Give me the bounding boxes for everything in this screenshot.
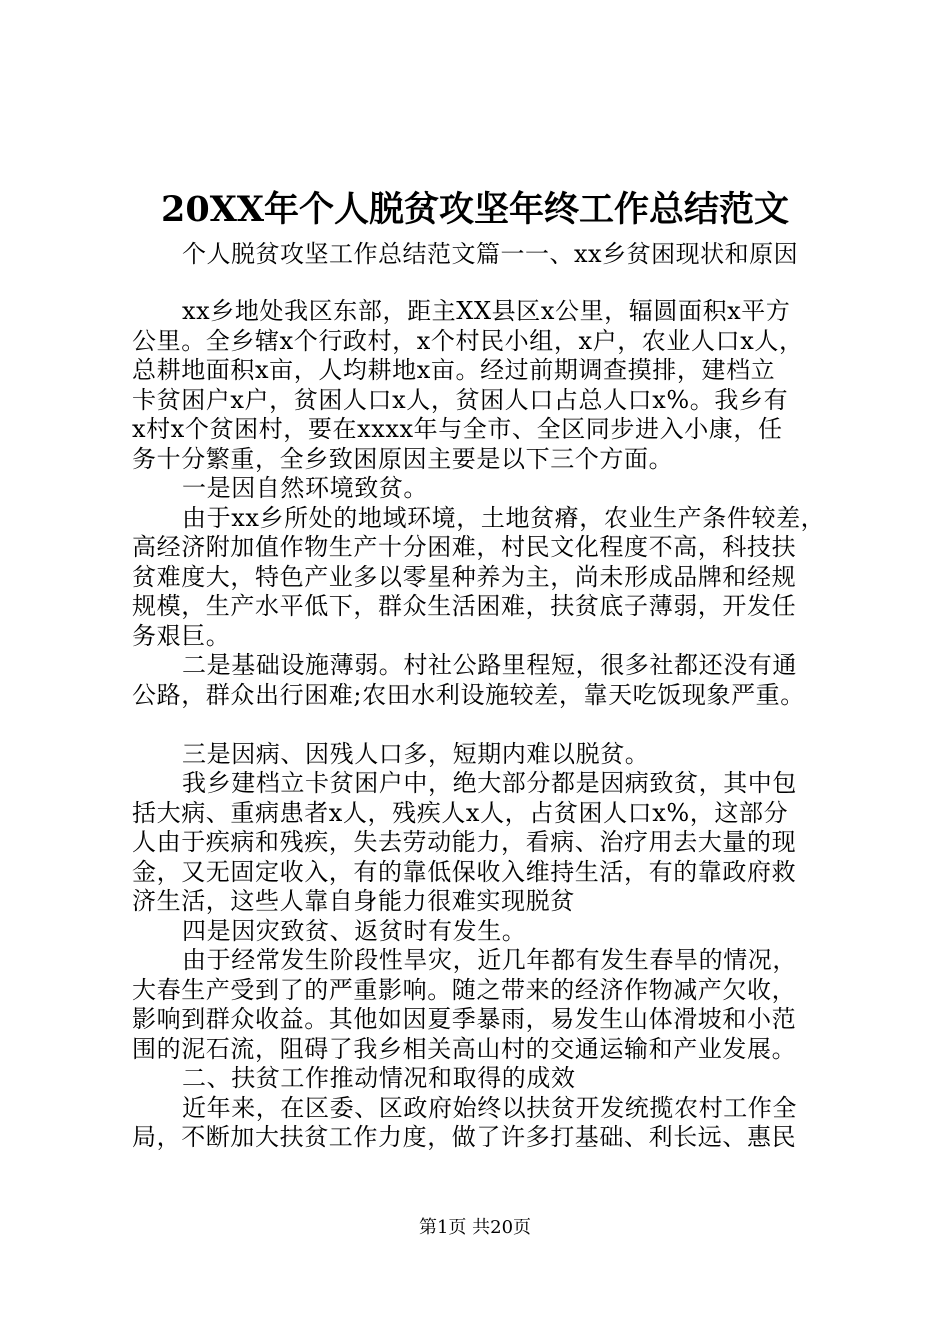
text-line: 总耕地面积x亩，人均耕地x亩。经过前期调查摸排，建档立 xyxy=(132,356,776,384)
document-title: 20XX年个人脱贫攻坚年终工作总结范文 xyxy=(160,189,790,230)
text-line: 二是基础设施薄弱。村社公路里程短，很多社都还没有通 xyxy=(182,651,797,679)
text-line: 影响到群众收益。其他如因夏季暴雨，易发生山体滑坡和小范 xyxy=(132,1005,797,1033)
text-line: 由于经常发生阶段性旱灾，近几年都有发生春旱的情况， xyxy=(182,946,797,974)
text-line: 卡贫困户x户，贫困人口x人，贫困人口占总人口x%。我乡有 xyxy=(132,385,789,414)
page-footer: 第1页 共20页 xyxy=(418,1217,532,1238)
text-line: 济生活，这些人靠自身能力很难实现脱贫 xyxy=(132,887,575,915)
text-line: 括大病、重病患者x人，残疾人x人，占贫困人口x%，这部分 xyxy=(132,798,789,827)
text-line: xx乡地处我区东部，距主XX县区x公里，辐圆面积x平方 xyxy=(182,297,791,325)
text-line: 公里。全乡辖x个行政村，x个村民小组，x户，农业人口x人， xyxy=(132,326,804,355)
text-line: 我乡建档立卡贫困户中，绝大部分都是因病致贫，其中包 xyxy=(182,769,797,797)
text-line: 务艰巨。 xyxy=(132,621,231,650)
text-line: 贫难度大，特色产业多以零星种养为主，尚未形成品牌和经规 xyxy=(132,562,797,591)
text-line: 务十分繁重，全乡致困原因主要是以下三个方面。 xyxy=(132,444,674,473)
text-line: 人由于疾病和残疾，失去劳动能力，看病、治疗用去大量的现 xyxy=(132,828,797,856)
text-line: 围的泥石流，阻碍了我乡相关高山村的交通运输和产业发展。 xyxy=(132,1034,797,1063)
text-line: 公路，群众出行困难;农田水利设施较差，靠天吃饭现象严重。 xyxy=(132,680,805,709)
text-line: 金，又无固定收入，有的靠低保收入维持生活，有的靠政府救 xyxy=(132,857,797,886)
text-line: 大春生产受到了的严重影响。随之带来的经济作物减产欠收， xyxy=(132,975,797,1004)
paragraph-gap xyxy=(132,710,832,740)
text-line: 由于xx乡所处的地域环境，土地贫瘠，农业生产条件较差， xyxy=(182,503,826,532)
text-line: 高经济附加值作物生产十分困难，村民文化程度不高，科技扶 xyxy=(132,533,797,561)
text-line: 三是因病、因残人口多，短期内难以脱贫。 xyxy=(182,739,650,768)
text-line: x村x个贫困村，要在xxxx年与全市、全区同步进入小康，任 xyxy=(132,415,783,443)
text-line: 规模，生产水平低下，群众生活困难，扶贫底子薄弱，开发任 xyxy=(132,592,797,620)
text-line: 四是因灾致贫、返贫时有发生。 xyxy=(182,916,527,945)
document-body xyxy=(132,297,832,1153)
text-line: 近年来，在区委、区政府始终以扶贫开发统揽农村工作全 xyxy=(182,1093,797,1122)
text-line: 二、扶贫工作推动情况和取得的成效 xyxy=(182,1064,576,1092)
text-line: 局，不断加大扶贫工作力度，做了许多打基础、利长远、惠民 xyxy=(132,1123,797,1151)
text-line: 一是因自然环境致贫。 xyxy=(182,474,428,502)
document-subtitle: 个人脱贫攻坚工作总结范文篇一一、xx乡贫困现状和原因 xyxy=(182,240,799,268)
